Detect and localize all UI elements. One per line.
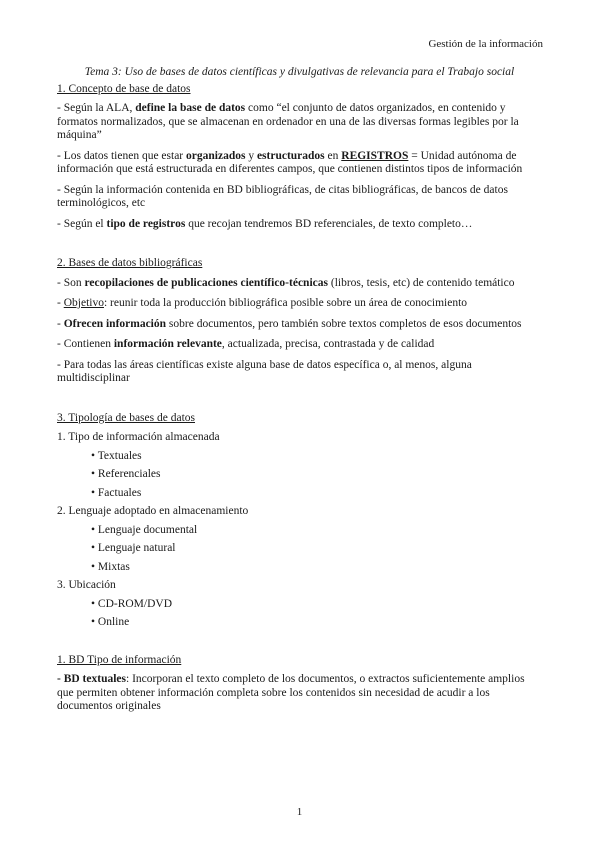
spacer (57, 393, 542, 412)
paragraph: - Según el tipo de registros que recojan tendremos BD referenciales, de texto completo… (57, 217, 473, 230)
list-item-numbered: 2. Lenguaje adoptado en almacenamiento (57, 505, 249, 517)
spacer (57, 238, 542, 257)
document-title: Tema 3: Uso de bases de datos científicas y divulgativas de relevancia para el Trabajo social (84, 66, 515, 78)
bullet-item: • CD-ROM/DVD (91, 597, 173, 610)
spacer (57, 635, 542, 654)
section-heading-tipo-informacion: 1. BD Tipo de información (57, 653, 182, 666)
paragraph: - Para todas las áreas científicas existe alguna base de datos específica o, al menos, alguna multidisciplinar (57, 358, 472, 384)
bullet-item: • Mixtas (91, 560, 130, 573)
paragraph: - Ofrecen información sobre documentos, pero también sobre textos completos de esos documentos (57, 317, 522, 330)
section-heading-bibliograficas: 2. Bases de datos bibliográficas (57, 257, 203, 269)
bullet-item: • Lenguaje natural (91, 542, 176, 554)
page-number: 1 (296, 806, 303, 818)
bullet-item: • Factuales (91, 486, 142, 499)
paragraph: - Objetivo: reunir toda la producción bibliográfica posible sobre un área de conocimiento (57, 297, 468, 309)
paragraph: - Contienen información relevante, actualizada, precisa, contrastada y de calidad (57, 338, 435, 350)
paragraph: - BD textuales: Incorporan el texto completo de los documentos, o extractos suficientemente amplios que permiten obtener información completa sobre los contenidos sin necesidad de acudir a los documentos originales (57, 673, 525, 712)
section-heading-tipologia: 3. Tipología de bases de datos (57, 411, 195, 424)
paragraph: - Según la información contenida en BD bibliográficas, de citas bibliográficas, de bancos de datos terminológicos, etc (57, 183, 508, 209)
document-body (57, 66, 542, 721)
section-heading-concepto: 1. Concepto de base de datos (57, 82, 191, 95)
list-item-numbered: 1. Tipo de información almacenada (57, 431, 220, 443)
list-item-numbered: 3. Ubicación (57, 579, 116, 591)
paragraph: - Los datos tienen que estar organizados y estructurados en REGISTROS = Unidad autónoma de información que está estructurada en diferentes campos, que contienen distintos tipos de información (57, 149, 523, 175)
bullet-item: • Referenciales (91, 468, 161, 480)
bullet-item: • Online (91, 616, 130, 628)
running-header: Gestión de la información (428, 38, 543, 50)
bullet-item: • Textuales (91, 449, 142, 462)
paragraph: - Según la ALA, define la base de datos como “el conjunto de datos organizados, en contenido y formatos normalizados, que se almacenan en ordenador en una de las diversas formas legibles por la máquina” (57, 102, 519, 141)
paragraph: - Son recopilaciones de publicaciones científico-técnicas (libros, tesis, etc) de contenido temático (57, 276, 515, 289)
bullet-item: • Lenguaje documental (91, 523, 198, 536)
